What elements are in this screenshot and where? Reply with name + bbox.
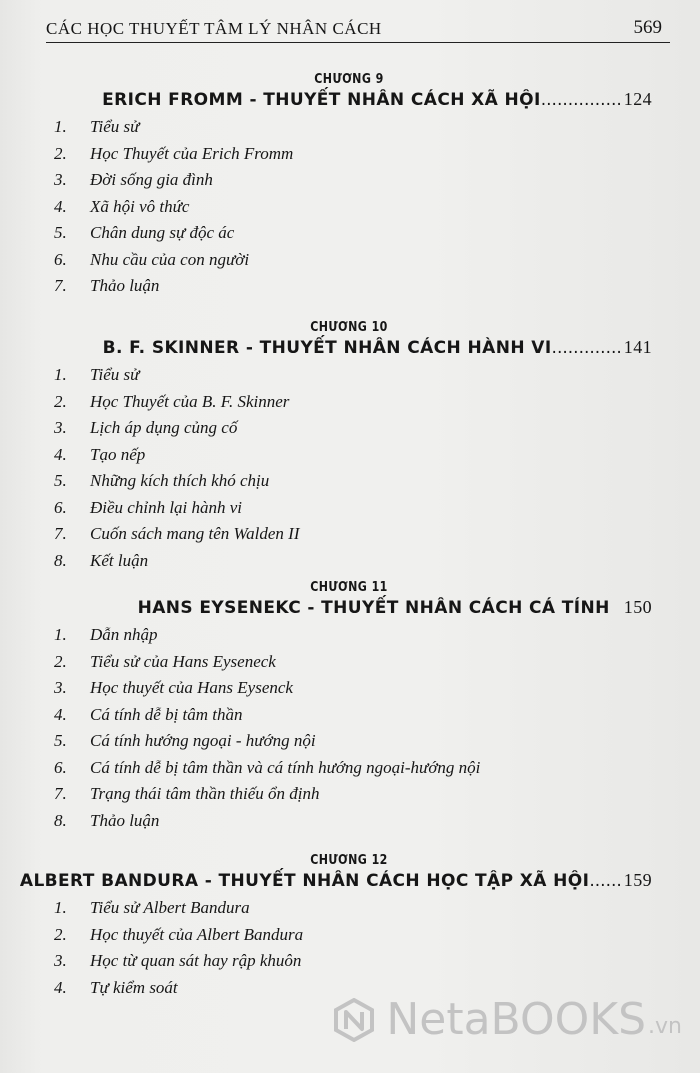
leader-dots: ............... xyxy=(540,90,622,110)
item-text: Đời sống gia đình xyxy=(90,170,213,190)
item-text: Học từ quan sát hay rập khuôn xyxy=(90,951,302,971)
list-item xyxy=(46,495,652,522)
item-text: Tiểu sử của Hans Eyseneck xyxy=(90,651,276,671)
chapter-items xyxy=(46,622,652,834)
list-item xyxy=(46,141,652,168)
item-number: 5. xyxy=(54,223,67,243)
item-number: 3. xyxy=(54,170,67,190)
list-item xyxy=(46,895,652,922)
item-text: Thảo luận xyxy=(90,276,160,296)
item-text: Kết luận xyxy=(90,550,149,570)
item-number: 8. xyxy=(54,550,67,570)
watermark-suffix: .vn xyxy=(648,1014,682,1039)
list-item xyxy=(46,415,652,442)
leader-dots: ............. xyxy=(551,338,622,358)
chapter-page-number: 124 xyxy=(623,89,652,109)
item-text: Trạng thái tâm thần thiếu ổn định xyxy=(90,784,320,804)
item-text: Thảo luận xyxy=(90,810,160,830)
item-text: Tiểu sử xyxy=(90,117,140,137)
item-number: 3. xyxy=(54,951,67,971)
list-item xyxy=(46,389,652,416)
item-text: Cá tính dễ bị tâm thần xyxy=(90,704,243,724)
chapter-label: CHƯƠNG 9 xyxy=(314,72,384,87)
chapter-items xyxy=(46,895,652,1001)
item-number: 4. xyxy=(54,704,67,724)
item-text: Cuốn sách mang tên Walden II xyxy=(90,524,300,544)
item-number: 5. xyxy=(54,471,67,491)
chapter-items xyxy=(46,362,652,574)
item-number: 7. xyxy=(54,524,67,544)
chapter-title-row xyxy=(19,870,652,891)
list-item xyxy=(46,728,652,755)
chapter-title: ERICH FROMM - THUYẾT NHÂN CÁCH XÃ HỘI xyxy=(102,90,541,110)
item-text: Cá tính dễ bị tâm thần và cá tính hướng ngoại-hướng nội xyxy=(90,757,481,777)
list-item xyxy=(46,442,652,469)
item-text: Tiểu sử Albert Bandura xyxy=(90,898,250,918)
item-number: 1. xyxy=(54,898,67,918)
item-text: Tạo nếp xyxy=(90,444,146,464)
item-text: Xã hội vô thức xyxy=(90,196,190,216)
chapter-page-number: 141 xyxy=(623,337,652,357)
list-item xyxy=(46,922,652,949)
item-number: 4. xyxy=(54,977,67,997)
chapter-title-row xyxy=(46,337,652,358)
list-item xyxy=(46,273,652,300)
item-text: Tự kiểm soát xyxy=(90,977,178,997)
item-number: 6. xyxy=(54,757,67,777)
item-number: 8. xyxy=(54,810,67,830)
item-text: Học thuyết của Albert Bandura xyxy=(90,924,304,944)
list-item xyxy=(46,114,652,141)
item-number: 5. xyxy=(54,731,67,751)
list-item xyxy=(46,808,652,835)
item-text: Học thuyết của Hans Eysenck xyxy=(90,678,293,698)
chapter-11 xyxy=(46,580,652,834)
chapter-label: CHƯƠNG 12 xyxy=(310,853,388,868)
item-text: Tiểu sử xyxy=(90,365,140,385)
list-item xyxy=(46,781,652,808)
item-text: Cá tính hướng ngoại - hướng nội xyxy=(90,731,316,751)
running-title: CÁC HỌC THUYẾT TÂM LÝ NHÂN CÁCH xyxy=(46,19,382,38)
item-number: 6. xyxy=(54,497,67,517)
item-number: 3. xyxy=(54,678,67,698)
list-item xyxy=(46,702,652,729)
item-text: Học Thuyết của Erich Fromm xyxy=(90,143,294,163)
watermark xyxy=(332,994,682,1045)
item-number: 2. xyxy=(54,143,67,163)
item-number: 1. xyxy=(54,625,67,645)
running-header xyxy=(46,16,670,43)
list-item xyxy=(46,948,652,975)
list-item xyxy=(46,548,652,575)
page-number: 569 xyxy=(633,17,662,38)
list-item xyxy=(46,675,652,702)
item-number: 2. xyxy=(54,391,67,411)
chapter-title-row xyxy=(46,89,652,110)
chapter-items xyxy=(46,114,652,300)
item-text: Lịch áp dụng củng cố xyxy=(90,418,238,438)
list-item xyxy=(46,468,652,495)
list-item xyxy=(46,622,652,649)
chapter-9 xyxy=(46,72,652,300)
list-item xyxy=(46,167,652,194)
list-item xyxy=(46,247,652,274)
chapter-10 xyxy=(46,320,652,574)
item-text: Chân dung sự độc ác xyxy=(90,223,235,243)
leader-dots: ...... xyxy=(589,871,622,891)
chapter-page-number: 150 xyxy=(623,597,652,617)
list-item xyxy=(46,194,652,221)
chapter-12 xyxy=(19,853,652,1001)
list-item xyxy=(46,755,652,782)
item-number: 2. xyxy=(54,651,67,671)
list-item xyxy=(46,220,652,247)
list-item xyxy=(46,649,652,676)
chapter-page-number: 159 xyxy=(623,870,652,890)
item-text: Những kích thích khó chịu xyxy=(90,471,270,491)
chapter-label: CHƯƠNG 10 xyxy=(310,320,388,335)
item-number: 1. xyxy=(54,117,67,137)
chapter-title: ALBERT BANDURA - THUYẾT NHÂN CÁCH HỌC TẬP XÃ HỘI xyxy=(19,871,590,891)
chapter-label: CHƯƠNG 11 xyxy=(310,580,388,595)
watermark-brand: NetaBOOKS xyxy=(386,994,647,1045)
chapter-title: B. F. SKINNER - THUYẾT NHÂN CÁCH HÀNH VI xyxy=(102,338,552,358)
chapter-title: HANS EYSENEKC - THUYẾT NHÂN CÁCH CÁ TÍNH xyxy=(137,598,610,618)
item-number: 4. xyxy=(54,444,67,464)
item-text: Học Thuyết của B. F. Skinner xyxy=(90,391,290,411)
netabooks-logo-icon xyxy=(332,998,376,1042)
chapter-title-row xyxy=(46,597,652,618)
item-text: Nhu cầu của con người xyxy=(90,249,250,269)
item-text: Điều chỉnh lại hành vi xyxy=(90,497,243,517)
item-number: 7. xyxy=(54,276,67,296)
item-text: Dẫn nhập xyxy=(90,625,158,645)
item-number: 6. xyxy=(54,249,67,269)
list-item xyxy=(46,521,652,548)
item-number: 1. xyxy=(54,365,67,385)
list-item xyxy=(46,362,652,389)
item-number: 2. xyxy=(54,924,67,944)
item-number: 3. xyxy=(54,418,67,438)
item-number: 7. xyxy=(54,784,67,804)
item-number: 4. xyxy=(54,196,67,216)
